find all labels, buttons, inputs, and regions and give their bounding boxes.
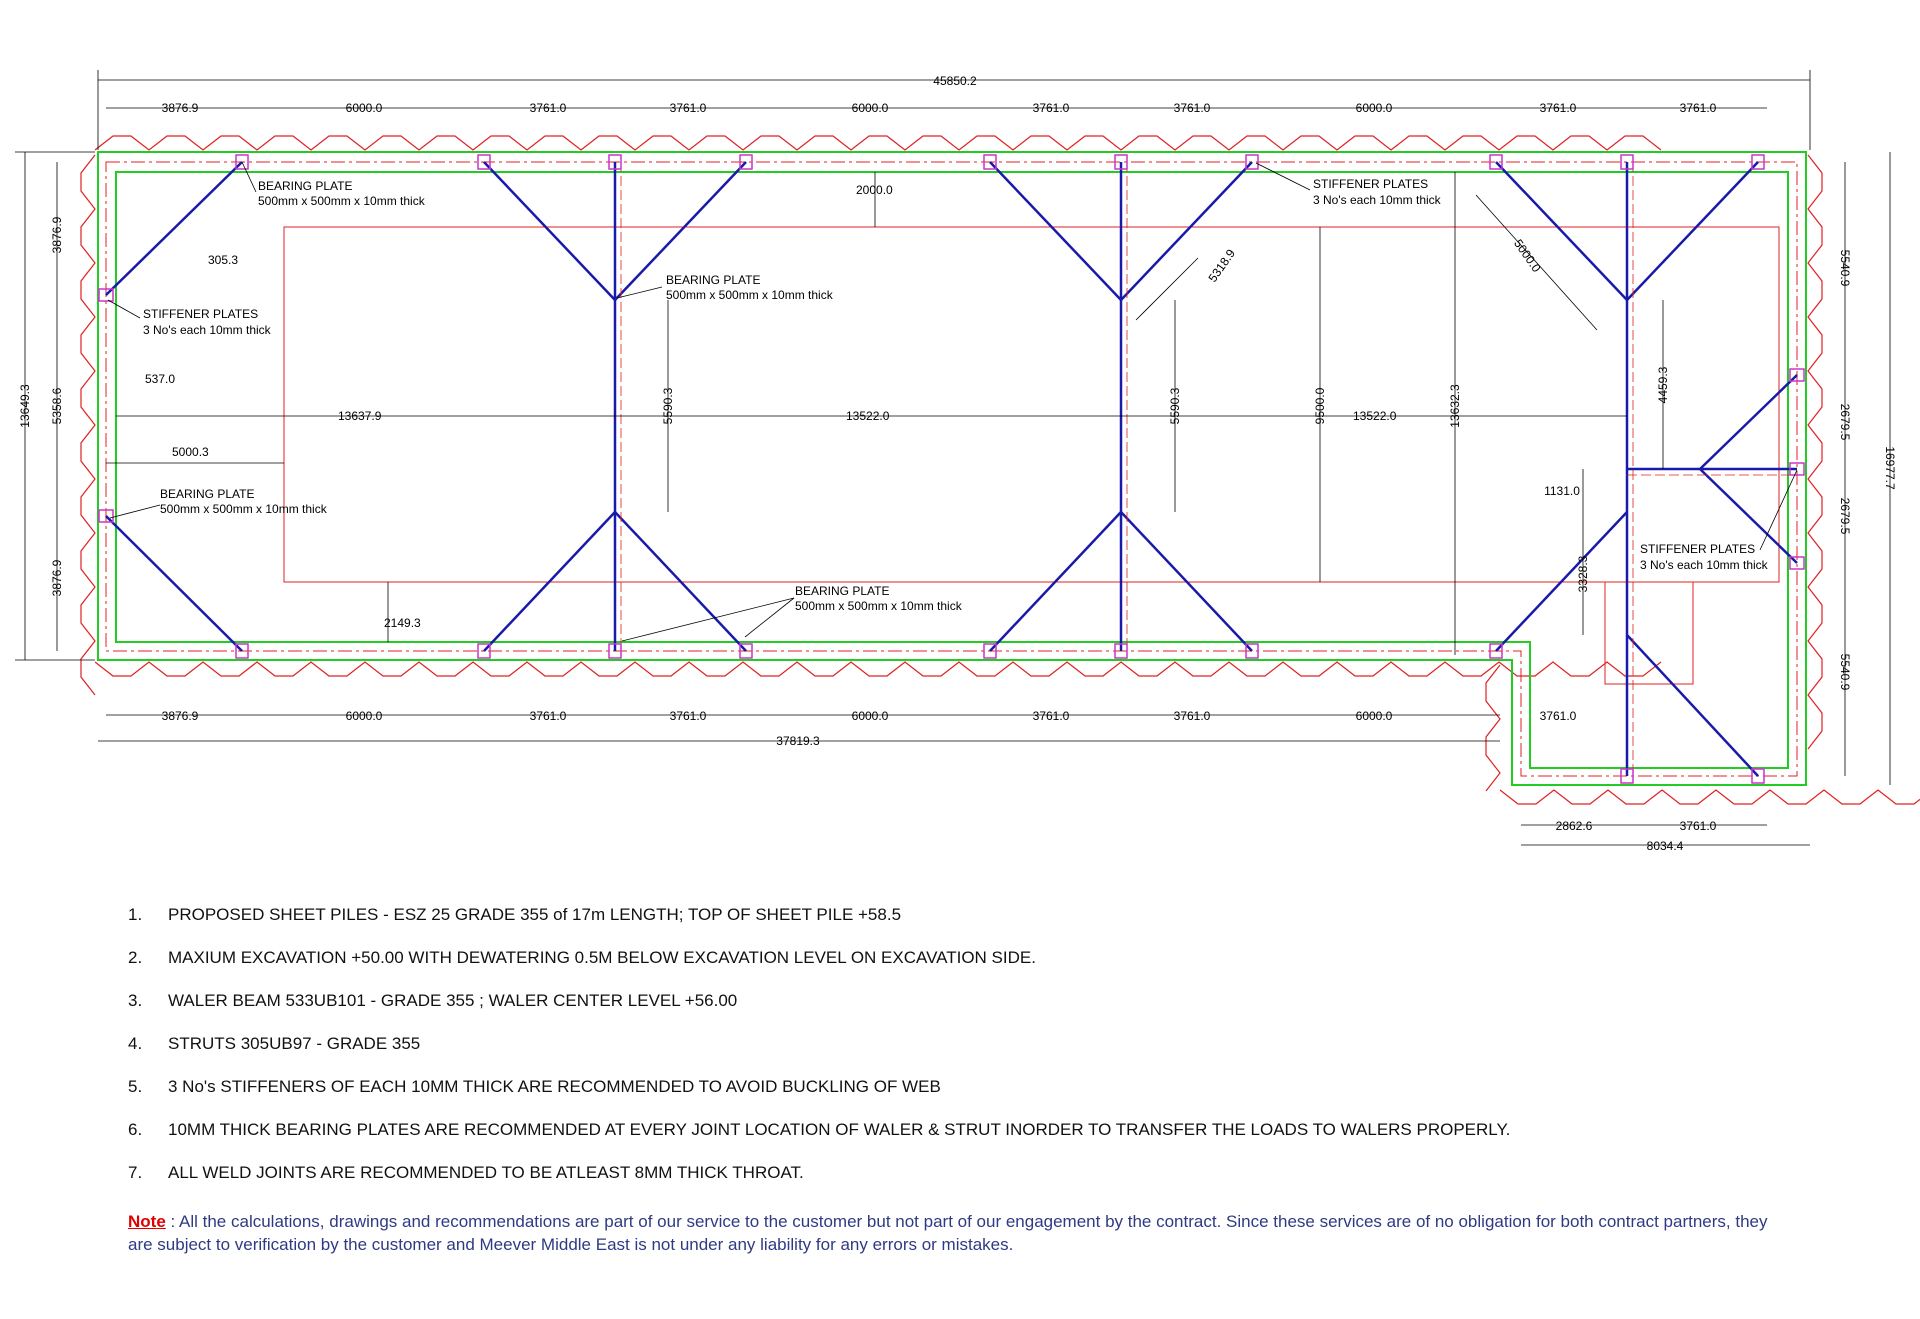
bottom-dim: 3761.0 <box>1173 709 1211 723</box>
bottom-dim: 3761.0 <box>1539 709 1577 723</box>
dim-13632-3: 13632.3 <box>1448 384 1462 428</box>
note-text: ALL WELD JOINTS ARE RECOMMENDED TO BE ATLEAST 8MM THICK THROAT. <box>168 1163 804 1182</box>
dim-2149-3: 2149.3 <box>384 616 421 630</box>
top-dim: 3761.0 <box>669 101 707 115</box>
dim-3328-3: 3328.3 <box>1576 555 1590 593</box>
bearing-plate-label: BEARING PLATE <box>666 273 761 287</box>
top-dim: 3761.0 <box>529 101 567 115</box>
note-number: 5. <box>128 1077 143 1096</box>
right-dim: 2679.5 <box>1838 403 1852 441</box>
bottom-dim: 3761.0 <box>529 709 567 723</box>
bottom-dim: 3761.0 <box>669 709 707 723</box>
dim-5318-9: 5318.9 <box>1205 246 1238 285</box>
bearing-plate-size: 500mm x 500mm x 10mm thick <box>666 288 833 302</box>
dim-4459-3: 4459.3 <box>1656 366 1670 404</box>
dim-5000-0: 5000.0 <box>1511 236 1544 275</box>
waler-centerline <box>106 162 1797 776</box>
note-text: 3 No's STIFFENERS OF EACH 10MM THICK ARE RECOMMENDED TO AVOID BUCKLING OF WEB <box>168 1077 941 1096</box>
note-item <box>128 991 1828 1034</box>
stiffener-label: STIFFENER PLATES <box>1313 177 1429 191</box>
notch-dim: 3761.0 <box>1679 819 1717 833</box>
bearing-plates <box>99 155 1804 783</box>
bottom-dim: 6000.0 <box>851 709 889 723</box>
note-number: 7. <box>128 1163 143 1182</box>
note-item <box>128 905 1828 948</box>
bearing-plate-label: BEARING PLATE <box>160 487 255 501</box>
dim-305-3: 305.3 <box>208 253 239 267</box>
stiffener-spec: 3 No's each 10mm thick <box>1640 558 1768 572</box>
note-text: PROPOSED SHEET PILES - ESZ 25 GRADE 355 of 17m LENGTH; TOP OF SHEET PILE +58.5 <box>168 905 902 924</box>
dim-5000-3: 5000.3 <box>172 445 209 459</box>
overall-top-dim: 45850.2 <box>933 74 977 88</box>
note-number: 4. <box>128 1034 143 1053</box>
note-number: 1. <box>128 905 143 924</box>
note-number: 3. <box>128 991 143 1010</box>
bearing-plate-size: 500mm x 500mm x 10mm thick <box>795 599 962 613</box>
note-text: WALER BEAM 533UB101 - GRADE 355 ; WALER CENTER LEVEL +56.00 <box>168 991 738 1010</box>
waler-beam <box>98 152 1806 785</box>
right-dim: 2679.5 <box>1838 497 1852 535</box>
note-text: 10MM THICK BEARING PLATES ARE RECOMMENDED AT EVERY JOINT LOCATION OF WALER & STRUT INORDER TO TRANSFER THE LOADS TO WALERS PROPERLY. <box>168 1120 1511 1139</box>
dim-9500-0: 9500.0 <box>1313 387 1327 425</box>
left-dim: 3876.9 <box>50 216 64 254</box>
bottom-dim: 6000.0 <box>1355 709 1393 723</box>
bottom-dim: 6000.0 <box>345 709 383 723</box>
notch-dim: 2862.6 <box>1555 819 1593 833</box>
top-dim: 6000.0 <box>345 101 383 115</box>
right-overall-dim: 16977.7 <box>1883 446 1897 490</box>
stiffener-label: STIFFENER PLATES <box>143 307 259 321</box>
right-dimensions <box>1838 250 1897 691</box>
bottom-dimensions <box>162 709 1717 853</box>
notch-overall-dim: 8034.4 <box>1646 839 1684 853</box>
general-notes <box>128 905 1828 1206</box>
bearing-plate-label: BEARING PLATE <box>795 584 890 598</box>
dim-537-0: 537.0 <box>145 372 176 386</box>
stiffener-spec: 3 No's each 10mm thick <box>1313 193 1441 207</box>
note-number: 2. <box>128 948 143 967</box>
note-item <box>128 1120 1828 1163</box>
bearing-plate-size: 500mm x 500mm x 10mm thick <box>160 502 327 516</box>
disclaimer <box>128 1210 1768 1256</box>
note-item <box>128 1034 1828 1077</box>
bearing-plate-label: BEARING PLATE <box>258 179 353 193</box>
interior-dimensions <box>145 183 1670 630</box>
dim-5590-3: 5590.3 <box>661 387 675 425</box>
note-item <box>128 1077 1828 1120</box>
top-dim: 3761.0 <box>1173 101 1211 115</box>
top-dim: 6000.0 <box>851 101 889 115</box>
disclaimer-text: : All the calculations, drawings and recommendations are part of our service to the customer but not part of our engagement by the contract. Since these services are of no obligation for both contract partners, they are subject to verification by the customer and Meever Middle East is not under any liability for any errors or mistakes. <box>128 1212 1768 1254</box>
left-overall-dim: 13649.3 <box>18 384 32 428</box>
leader-lines <box>108 162 1797 641</box>
top-dim: 6000.0 <box>1355 101 1393 115</box>
note-text: MAXIUM EXCAVATION +50.00 WITH DEWATERING 0.5M BELOW EXCAVATION LEVEL ON EXCAVATION SIDE. <box>168 948 1036 967</box>
bearing-plate-size: 500mm x 500mm x 10mm thick <box>258 194 425 208</box>
overall-bottom-dim: 37819.3 <box>776 734 820 748</box>
right-dim: 5540.9 <box>1838 249 1852 287</box>
right-dim: 5540.9 <box>1838 653 1852 691</box>
dim-13522-0: 13522.0 <box>1353 409 1397 423</box>
struts <box>106 162 1797 776</box>
dim-5590-3: 5590.3 <box>1168 387 1182 425</box>
stiffener-spec: 3 No's each 10mm thick <box>143 323 271 337</box>
top-dim: 3876.9 <box>161 101 199 115</box>
note-item <box>128 948 1828 991</box>
dim-1131-0: 1131.0 <box>1544 484 1580 498</box>
left-dim: 5358.6 <box>50 387 64 425</box>
top-dim: 3761.0 <box>1679 101 1717 115</box>
excavation-outline <box>284 227 1779 684</box>
bottom-dim: 3761.0 <box>1032 709 1070 723</box>
disclaimer-label: Note <box>128 1212 166 1231</box>
note-number: 6. <box>128 1120 143 1139</box>
bottom-dim: 3876.9 <box>161 709 199 723</box>
left-dim: 3876.9 <box>50 559 64 597</box>
dim-13637-9: 13637.9 <box>338 409 382 423</box>
note-item <box>128 1163 1828 1206</box>
top-dim: 3761.0 <box>1539 101 1577 115</box>
dim-13522-0: 13522.0 <box>846 409 890 423</box>
note-text: STRUTS 305UB97 - GRADE 355 <box>168 1034 421 1053</box>
dim-2000-0: 2000.0 <box>856 183 893 197</box>
top-dim: 3761.0 <box>1032 101 1070 115</box>
stiffener-label: STIFFENER PLATES <box>1640 542 1756 556</box>
